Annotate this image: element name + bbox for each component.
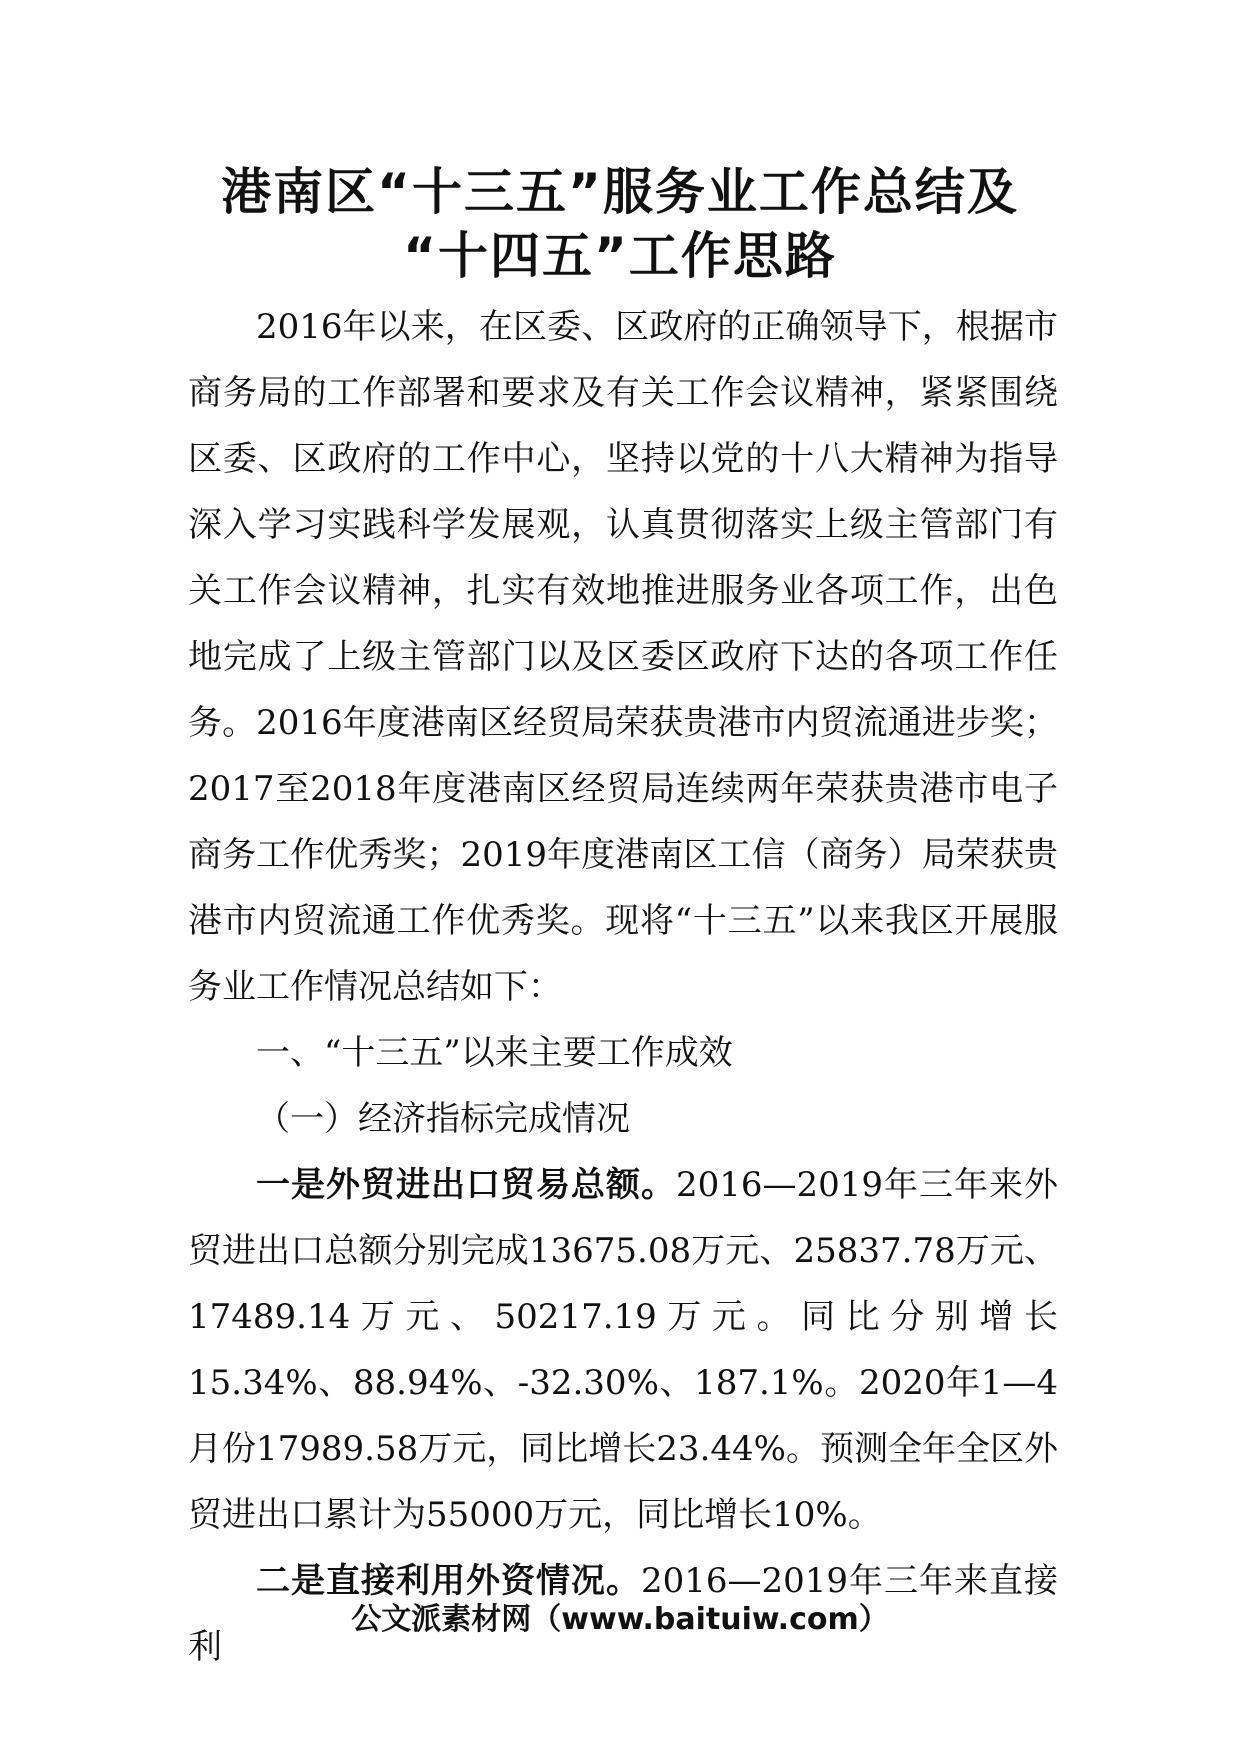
intro-paragraph: 2016年以来，在区委、区政府的正确领导下，根据市商务局的工作部署和要求及有关工作会议精神，紧紧围绕区委、区政府的工作中心，坚持以党的十八大精神为指导深入学习实践科学发展观，认真贯彻落实上级主管部门有关工作会议精神，扎实有效地推进服务业各项工作，出色地完成了上级主管部门以及区委区政府下达的各项工作任务。2016年度港南区经贸局荣获贵港市内贸流通进步奖；2017至2018年度港南区经贸局连续两年荣获贵港市电子商务工作优秀奖；2019年度港南区工信（商务）局荣获贵港市内贸流通工作优秀奖。现将“十三五”以来我区开展服务业工作情况总结如下： <box>188 307 1058 1007</box>
subsection-heading-1: （一）经济指标完成情况 <box>256 1099 630 1139</box>
footer-watermark: 公文派素材网（www.baituiw.com） <box>351 1602 889 1637</box>
section-heading-1: 一、“十三五”以来主要工作成效 <box>256 1033 733 1073</box>
document-body <box>188 294 1058 1680</box>
item-1-body: 2016—2019年三年来外贸进出口总额分别完成13675.08万元、25837.78万元、17489.14万元、50217.19万元。同比分别增长15.34%、88.94%、-32.30%、187.1%。2020年1—4月份17989.58万元，同比增长23.44%。预测全年全区外贸进出口累计为55000万元，同比增长10%。 <box>188 1165 1059 1535</box>
item-2-lead: 二是直接利用外资情况。 <box>256 1561 641 1601</box>
item-1-lead: 一是外贸进出口贸易总额。 <box>256 1165 676 1205</box>
item-paragraph-1 <box>188 1152 1058 1548</box>
document-title: 港南区“十三五”服务业工作总结及 “十四五”工作思路 <box>221 163 1019 285</box>
item-2-body: 2016—2019年三年来直接利 <box>188 1561 1059 1667</box>
